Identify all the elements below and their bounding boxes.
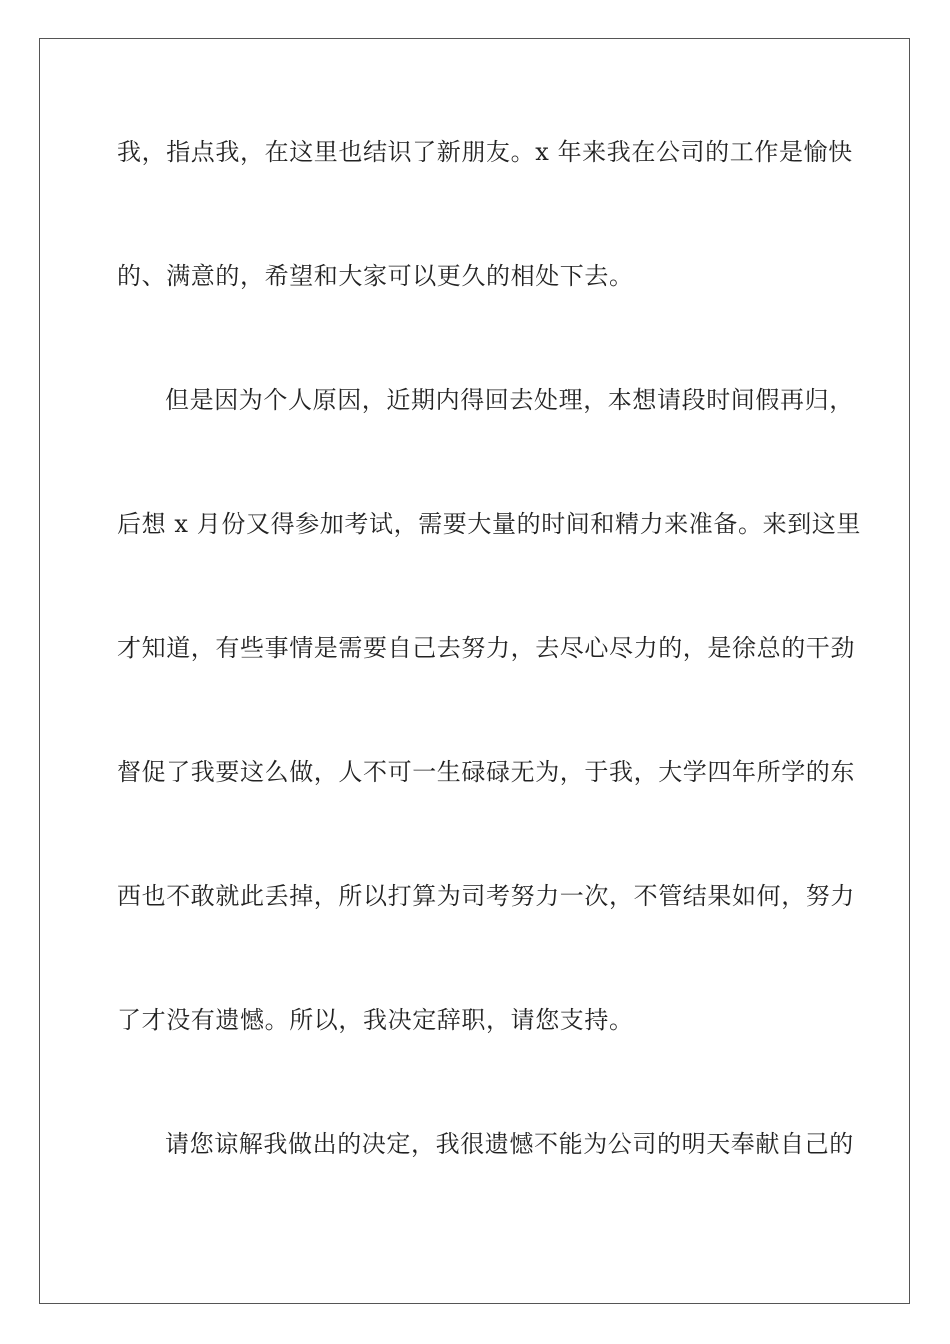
page-border [39, 38, 910, 1304]
text-line-5: 才知道，有些事情是需要自己去努力，去尽心尽力的，是徐总的干劲 [117, 634, 855, 662]
text-line-4: 后想 x 月份又得参加考试，需要大量的时间和精力来准备。来到这里 [117, 510, 861, 538]
paragraph-start-line-3: 但是因为个人原因，近期内得回去处理，本想请段时间假再归， [165, 386, 854, 414]
text-line-6: 督促了我要这么做，人不可一生碌碌无为，于我，大学四年所学的东 [117, 758, 855, 786]
text-line-1: 我，指点我，在这里也结识了新朋友。x 年来我在公司的工作是愉快 [117, 138, 853, 166]
text-line-8: 了才没有遗憾。所以，我决定辞职，请您支持。 [117, 1006, 634, 1034]
text-line-7: 西也不敢就此丢掉，所以打算为司考努力一次，不管结果如何，努力 [117, 882, 855, 910]
text-line-2: 的、满意的，希望和大家可以更久的相处下去。 [117, 262, 634, 290]
paragraph-start-line-9: 请您谅解我做出的决定，我很遗憾不能为公司的明天奉献自己的 [165, 1130, 854, 1158]
